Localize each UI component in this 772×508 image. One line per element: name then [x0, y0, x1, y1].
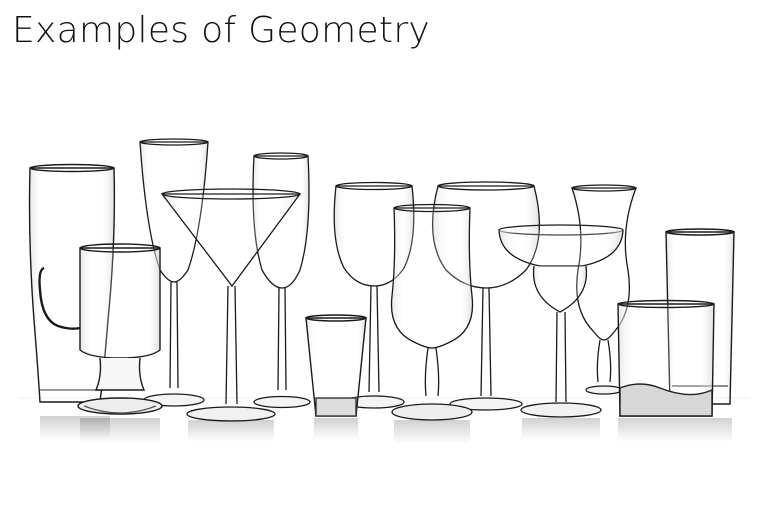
rocks-glass: [618, 301, 714, 417]
table-reflection: [40, 416, 732, 444]
hurricane-glass: [391, 205, 472, 421]
glassware-photo: [0, 120, 772, 460]
slide-title: Examples of Geometry: [12, 10, 431, 51]
shot-glass: [306, 315, 366, 416]
